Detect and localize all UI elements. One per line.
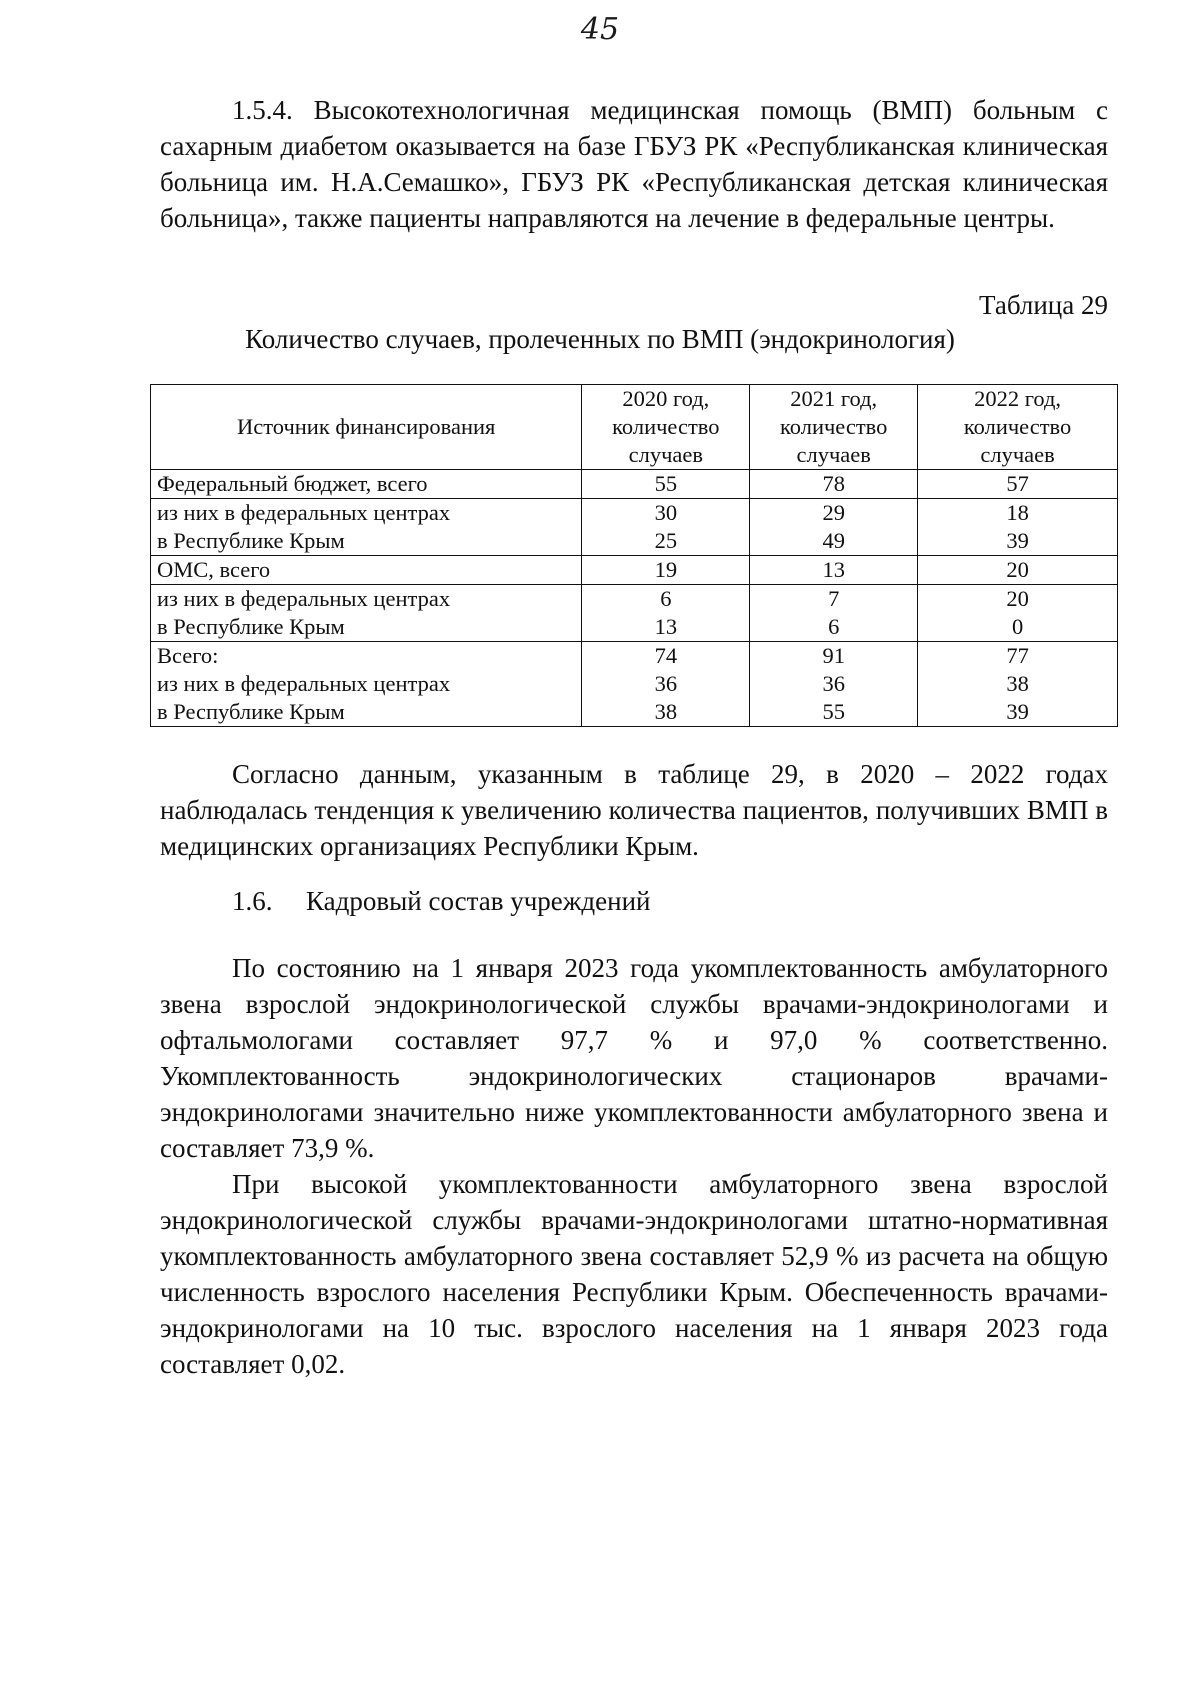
cell-2020 bbox=[582, 642, 750, 727]
paragraph-staffing-norm: При высокой укомплектованности амбулаторного звена взрослой эндокринологической службы врачами-эндокринологами штатно-нормативная укомплектованность амбулаторного звена составляет 52,9 % из расчета на общую численность взрослого населения Республики Крым. Обеспеченность врачами-эндокринологами на 10 тыс. взрослого населения на 1 января 2023 года составляет 0,02. bbox=[160, 1169, 1108, 1379]
cell-2022 bbox=[918, 499, 1118, 556]
row-label bbox=[151, 470, 582, 499]
value: 77 bbox=[1006, 643, 1029, 668]
value: 36 bbox=[822, 671, 845, 696]
paragraph-table-summary: Согласно данным, указанным в таблице 29, в 2020 – 2022 годах наблюдалась тенденция к увеличению количества пациентов, получивших ВМП в медицинских организациях Республики Крым. bbox=[160, 759, 1108, 861]
row-label-line: из них в федеральных центрах bbox=[157, 586, 451, 611]
value: 13 bbox=[822, 557, 845, 582]
table-label: Таблица 29 bbox=[979, 290, 1108, 320]
row-label bbox=[151, 499, 582, 556]
value: 7 bbox=[828, 586, 840, 611]
row-label-line: Всего: bbox=[157, 643, 219, 668]
header-2020: 2020 год, количество случаев bbox=[582, 385, 750, 470]
value: 39 bbox=[1006, 699, 1029, 724]
cell-2020 bbox=[582, 585, 750, 642]
cell-2021 bbox=[750, 585, 918, 642]
cell-2021 bbox=[750, 499, 918, 556]
row-label-line: в Республике Крым bbox=[157, 699, 345, 724]
row-label-line: Федеральный бюджет, всего bbox=[157, 471, 428, 496]
row-label-line: из них в федеральных центрах bbox=[157, 500, 451, 525]
row-label-line: в Республике Крым bbox=[157, 528, 345, 553]
cell-2021 bbox=[750, 470, 918, 499]
cell-2020 bbox=[582, 499, 750, 556]
table-title: Количество случаев, пролеченных по ВМП (эндокринология) bbox=[245, 324, 955, 354]
header-2021: 2021 год, количество случаев bbox=[750, 385, 918, 470]
row-label-line: ОМС, всего bbox=[157, 557, 271, 582]
value: 20 bbox=[1006, 557, 1029, 582]
value: 6 bbox=[660, 586, 672, 611]
value: 78 bbox=[822, 471, 845, 496]
cell-2022 bbox=[918, 556, 1118, 585]
value: 13 bbox=[654, 614, 678, 639]
header-funding-source: Источник финансирования bbox=[151, 385, 582, 470]
cell-2021 bbox=[750, 642, 918, 727]
value: 18 bbox=[1006, 500, 1029, 525]
section-heading bbox=[232, 886, 651, 917]
value: 49 bbox=[822, 528, 845, 553]
cell-2020 bbox=[582, 556, 750, 585]
value: 19 bbox=[654, 557, 678, 582]
value: 91 bbox=[822, 643, 845, 668]
table-row bbox=[151, 470, 1118, 499]
cell-2020 bbox=[582, 470, 750, 499]
value: 57 bbox=[1006, 471, 1029, 496]
table-row bbox=[151, 499, 1118, 556]
value: 25 bbox=[654, 528, 678, 553]
section-number: 1.6. bbox=[232, 886, 273, 916]
value: 6 bbox=[828, 614, 840, 639]
value: 38 bbox=[654, 699, 678, 724]
row-label bbox=[151, 642, 582, 727]
value: 39 bbox=[1006, 528, 1029, 553]
cell-2022 bbox=[918, 470, 1118, 499]
value: 20 bbox=[1006, 586, 1029, 611]
value: 55 bbox=[822, 699, 845, 724]
paragraph-vmp-intro: 1.5.4. Высокотехнологичная медицинская помощь (ВМП) больным с сахарным диабетом оказывается на базе ГБУЗ РК «Республиканская клиническая больница им. Н.А.Семашко», ГБУЗ РК «Республиканская детская клиническая больница», также пациенты направляются на лечение в федеральные центры. bbox=[160, 95, 1108, 233]
row-label bbox=[151, 556, 582, 585]
cell-2022 bbox=[918, 585, 1118, 642]
value: 0 bbox=[1011, 614, 1024, 639]
cell-2021 bbox=[750, 556, 918, 585]
row-label-line: из них в федеральных центрах bbox=[157, 671, 451, 696]
value: 74 bbox=[654, 643, 678, 668]
paragraph-staffing: По состоянию на 1 января 2023 года укомплектованность амбулаторного звена взрослой эндокринологической службы врачами-эндокринологами и офтальмологами составляет 97,7 % и 97,0 % соответственно. Укомплектованность эндокринологических стационаров врачами-эндокринологами значительно ниже укомплектованности амбулаторного звена и составляет 73,9 %. bbox=[160, 953, 1108, 1163]
cell-2022 bbox=[918, 642, 1118, 727]
row-label bbox=[151, 585, 582, 642]
table-header-row bbox=[151, 385, 1118, 470]
page-number: 45 bbox=[580, 12, 620, 47]
header-2022: 2022 год, количество случаев bbox=[918, 385, 1118, 470]
value: 29 bbox=[822, 500, 845, 525]
value: 36 bbox=[654, 671, 678, 696]
table-row bbox=[151, 585, 1118, 642]
value: 38 bbox=[1006, 671, 1029, 696]
table-row bbox=[151, 556, 1118, 585]
vmp-cases-table bbox=[150, 384, 1118, 727]
section-title: Кадровый состав учреждений bbox=[306, 886, 651, 916]
table-row bbox=[151, 642, 1118, 727]
value: 30 bbox=[654, 500, 678, 525]
row-label-line: в Республике Крым bbox=[157, 614, 345, 639]
value: 55 bbox=[654, 471, 678, 496]
